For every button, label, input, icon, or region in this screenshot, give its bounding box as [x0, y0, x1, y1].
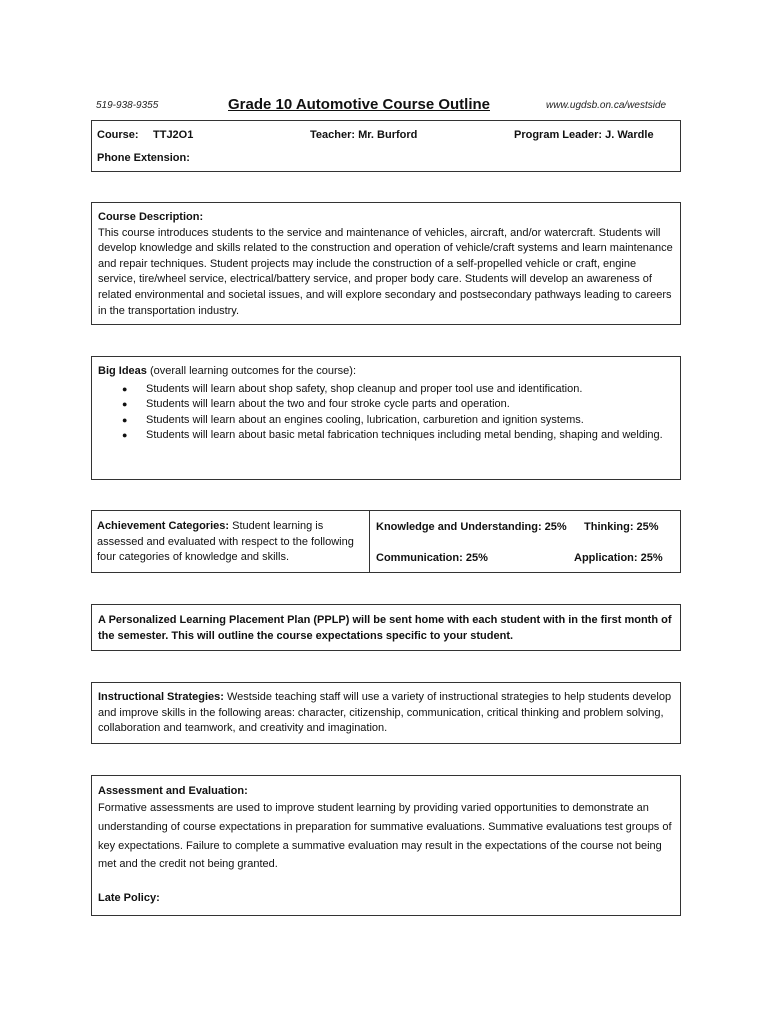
school-phone: 519-938-9355 [96, 100, 159, 111]
achievement-description [97, 519, 359, 566]
list-item: ● Students will learn about basic metal fabrication techniques including metal bending, shaping and welding. [98, 428, 674, 444]
column-divider [369, 511, 370, 572]
thinking-weight: Thinking: 25% [584, 521, 659, 533]
big-ideas-list [98, 382, 674, 444]
course-code: TTJ2O1 [153, 129, 194, 141]
big-ideas-box [91, 356, 681, 480]
list-item: ● Students will learn about an engines cooling, lubrication, carburetion and ignition systems. [98, 413, 674, 429]
course-description-box [91, 202, 681, 325]
school-website: www.ugdsb.on.ca/westside [546, 100, 667, 111]
knowledge-weight: Knowledge and Understanding: 25% [376, 521, 567, 533]
course-description-text: This course introduces students to the service and maintenance of vehicles, aircraft, and/or watercraft. Students will develop knowledge and skills related to the construction and operation of vehicle/craft systems and learn maintenance and repair techniques. Student projects may include the construction of a self-propelled vehicle or craft, engine service, tire/wheel service, electrical/battery service, and proper body care. Students will develop an awareness of related environmental and societal issues, and will explore secondary and postsecondary pathways leading to careers in the transportation industry. [98, 226, 673, 317]
assessment-text: Formative assessments are used to improve student learning by providing varied opportunities to demonstrate an understanding of course expectations in preparation for summative evaluations. Summative evaluations test groups of key expectations. Failure to complete a summative evaluation may result in the expectations of the course not being met and the credit not being granted. [98, 802, 672, 871]
list-item: ● Students will learn about shop safety, shop cleanup and proper tool use and identification. [98, 382, 674, 398]
phone-extension-label: Phone Extension: [97, 152, 190, 164]
pplp-notice-text: A Personalized Learning Placement Plan (PPLP) will be sent home with each student with in the first month of the semester. This will outline the course expectations specific to your student. [98, 614, 672, 642]
course-description-heading: Course Description: [98, 211, 204, 223]
big-ideas-subheading: (overall learning outcomes for the course): [146, 365, 357, 377]
course-label: Course: [97, 129, 139, 141]
pplp-notice-box [91, 604, 681, 651]
achievement-categories-box [91, 510, 681, 573]
assessment-evaluation-box [91, 775, 681, 916]
teacher: Teacher: Mr. Burford [310, 129, 418, 141]
instructional-strategies-box [91, 682, 681, 744]
list-item: ● Students will learn about the two and four stroke cycle parts and operation. [98, 397, 674, 413]
instructional-strategies-heading: Instructional Strategies: [98, 691, 224, 703]
achievement-heading: Achievement Categories: [97, 520, 230, 532]
program-leader: Program Leader: J. Wardle [514, 129, 654, 141]
achievement-text: Student learning is assessed and evaluated with respect to the following four categories of knowledge and skills. [97, 520, 354, 564]
late-policy-label: Late Policy: [98, 892, 160, 905]
communication-weight: Communication: 25% [376, 552, 488, 564]
application-weight: Application: 25% [574, 552, 663, 564]
assessment-heading: Assessment and Evaluation: [98, 785, 248, 797]
course-info-box [91, 120, 681, 172]
big-ideas-heading: Big Ideas [98, 365, 147, 377]
page-title: Grade 10 Automotive Course Outline [228, 96, 490, 113]
instructional-strategies-text: Westside teaching staff will use a variety of instructional strategies to help students develop and improve skills in the following areas: character, citizenship, communication, critical thinking and problem solving, collaboration and teamwork, and creativity and imagination. [98, 691, 672, 735]
